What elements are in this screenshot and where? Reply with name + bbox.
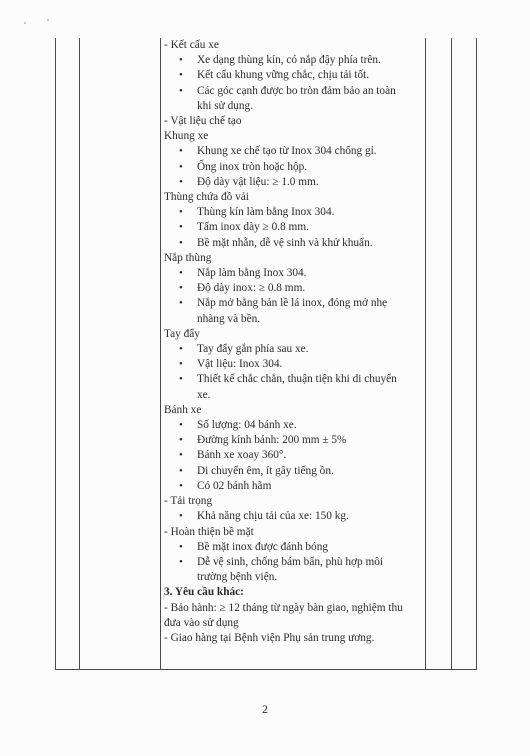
- text-line: nhàng và bền.: [197, 312, 261, 325]
- bullet-item: • Kết cấu khung vững chắc, chịu tải tốt.: [164, 68, 426, 83]
- bullet-item: • Nắp mở bằng bản lề lá inox, đóng mở nhẹ: [164, 296, 426, 311]
- section-heading: 3. Yêu cầu khác:: [164, 586, 244, 599]
- table-column-divider: [451, 38, 452, 670]
- bullet-item: • Bề mặt nhẵn, dễ vệ sinh và khử khuẩn.: [164, 236, 426, 251]
- text-line: xe.: [197, 388, 211, 401]
- bullet-item: • Độ dày vật liệu: ≥ 1.0 mm.: [164, 175, 426, 190]
- text-line: - Tải trọng: [164, 495, 213, 508]
- bullet-item: • Đường kính bánh: 200 mm ± 5%: [164, 433, 426, 448]
- scan-speck: [24, 22, 26, 24]
- bullet-item: • Bề mặt inox được đánh bóng: [164, 540, 426, 555]
- text-line: trường bệnh viện.: [197, 571, 278, 584]
- bullet-item: • Nắp làm bằng Inox 304.: [164, 266, 426, 281]
- text-line: Nắp thùng: [164, 251, 212, 264]
- text-line: - Hoàn thiện bề mặt: [164, 525, 254, 538]
- text-line: - Vật liệu chế tạo: [164, 115, 242, 128]
- bullet-item: • Có 02 bánh hãm: [164, 479, 426, 494]
- bullet-item: • Tấm inox dày ≥ 0.8 mm.: [164, 220, 426, 235]
- bullet-item: • Khả năng chịu tải của xe: 150 kg.: [164, 509, 426, 524]
- bullet-item: • Ống inox tròn hoặc hộp.: [164, 160, 426, 175]
- table-bottom-border: [55, 669, 476, 670]
- specification-text: [164, 38, 426, 646]
- bullet-item: • Dễ vệ sinh, chống bám bẩn, phù hợp môi: [164, 555, 426, 570]
- bullet-item: • Thiết kế chắc chắn, thuận tiện khi di chuyển: [164, 372, 426, 387]
- table-column-divider: [160, 38, 161, 670]
- text-line: Khung xe: [164, 130, 209, 143]
- bullet-item: • Tay đẩy gắn phía sau xe.: [164, 342, 426, 357]
- table-column-divider: [79, 38, 80, 670]
- text-line: - Kết cấu xe: [164, 39, 219, 51]
- text-line: khi sử dụng.: [197, 99, 254, 112]
- text-line: Tay đẩy: [164, 327, 200, 340]
- text-line: - Giao hàng tại Bệnh viện Phụ sản trung ương.: [164, 631, 375, 644]
- bullet-item: • Số lượng: 04 bánh xe.: [164, 418, 426, 433]
- bullet-item: • Bánh xe xoay 360°.: [164, 448, 426, 463]
- bullet-item: • Vật liệu: Inox 304.: [164, 357, 426, 372]
- bullet-item: • Khung xe chế tạo từ Inox 304 chống gỉ.: [164, 144, 426, 159]
- bullet-item: • Xe dạng thùng kín, có nắp đậy phía trên.: [164, 53, 426, 68]
- bullet-item: • Thùng kín làm bằng Inox 304.: [164, 205, 426, 220]
- text-line: Thùng chứa đồ vải: [164, 191, 249, 204]
- text-line: Bánh xe: [164, 403, 202, 416]
- text-line: - Bảo hành: ≥ 12 tháng từ ngày bàn giao, nghiệm thu: [164, 601, 403, 614]
- scan-speck: [47, 19, 49, 21]
- text-line: đưa vào sử dụng: [164, 616, 239, 629]
- bullet-item: • Các góc cạnh được bo tròn đảm bảo an toàn: [164, 84, 426, 99]
- page-number: 2: [262, 704, 268, 716]
- bullet-item: • Di chuyển êm, ít gây tiếng ồn.: [164, 464, 426, 479]
- bullet-item: • Độ dày inox: ≥ 0.8 mm.: [164, 281, 426, 296]
- table-border-right: [476, 38, 477, 670]
- table-border-left: [55, 38, 56, 670]
